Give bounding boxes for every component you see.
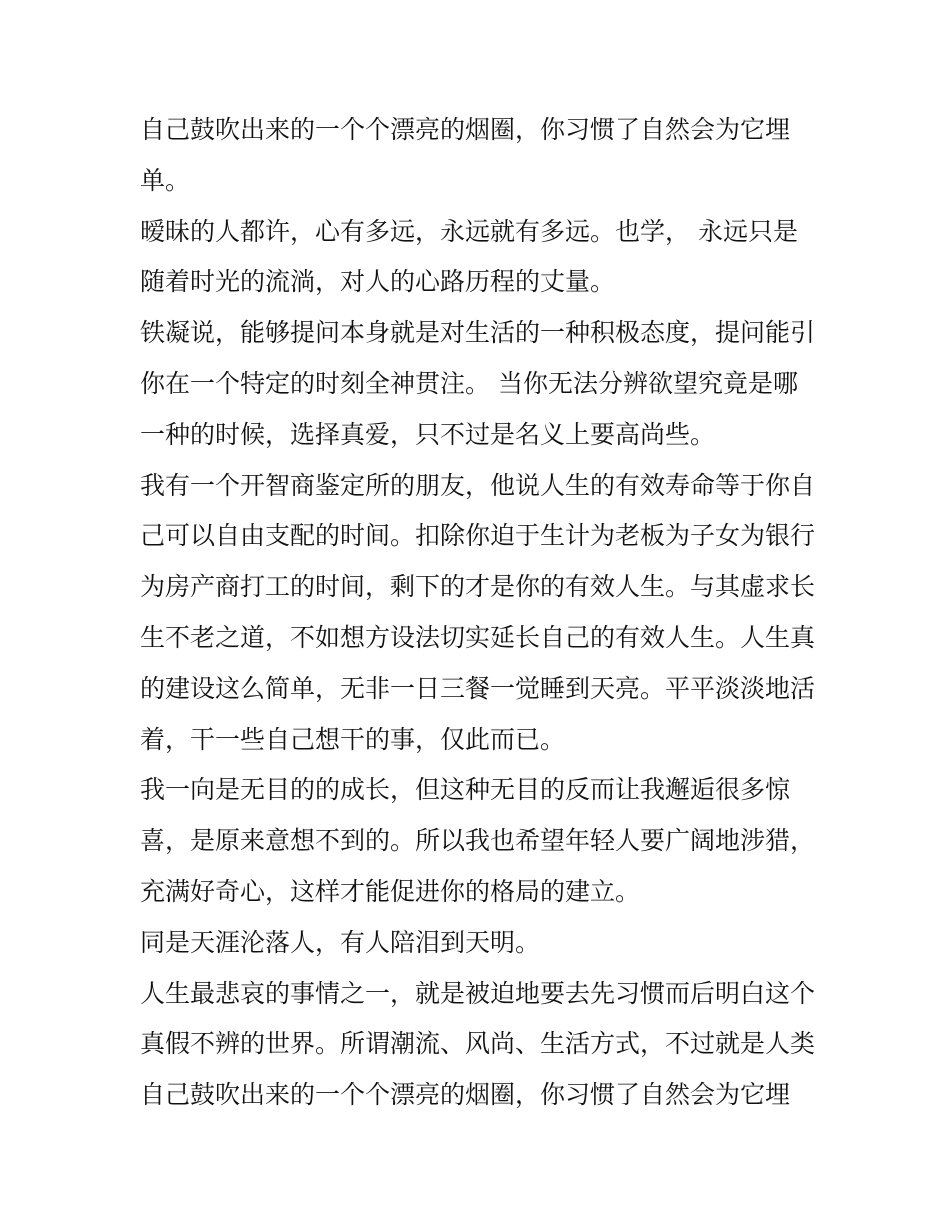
text-line: 自己鼓吹出来的一个个漂亮的烟圈，你习惯了自然会为它埋 xyxy=(140,115,791,144)
text-line: 我一向是无目的的成长，但这种无目的反而让我邂逅很多惊 xyxy=(140,775,791,805)
text-line: 你在一个特定的时刻全神贯注。 当你无法分辨欲望究竟是哪 xyxy=(140,368,798,398)
text-line: 喜，是原来意想不到的。所以我也希望年轻人要广阔地涉猎， xyxy=(140,826,816,856)
text-line: 随着时光的流淌，对人的心路历程的丈量。 xyxy=(140,267,616,297)
text-line: 同是天涯沦落人，有人陪泪到天明。 xyxy=(140,927,541,957)
text-line: 充满好奇心，这样才能促进你的格局的建立。 xyxy=(140,876,641,906)
text-line: 暧昧的人都许，心有多远，永远就有多远。也学， 永远只是 xyxy=(140,216,798,246)
text-line: 一种的时候，选择真爱，只不过是名义上要高尚些。 xyxy=(140,419,716,449)
text-line: 着，干一些自己想干的事，仅此而已。 xyxy=(140,724,566,754)
text-line: 为房产商打工的时间，剩下的才是你的有效人生。与其虚求长 xyxy=(140,572,816,602)
text-line: 自己鼓吹出来的一个个漂亮的烟圈，你习惯了自然会为它埋 xyxy=(140,1080,791,1110)
text-line: 的建设这么简单，无非一日三餐一觉睡到天亮。平平淡淡地活 xyxy=(140,673,816,703)
body-text xyxy=(140,105,830,1121)
text-line: 铁凝说，能够提问本身就是对生活的一种积极态度，提问能引 xyxy=(140,318,816,348)
text-line: 人生最悲哀的事情之一，就是被迫地要去先习惯而后明白这个 xyxy=(140,978,816,1008)
text-line: 己可以自由支配的时间。扣除你迫于生计为老板为子女为银行 xyxy=(140,521,816,551)
text-line: 生不老之道，不如想方设法切实延长自己的有效人生。人生真 xyxy=(140,622,816,652)
text-line: 我有一个开智商鉴定所的朋友，他说人生的有效寿命等于你自 xyxy=(140,470,816,500)
text-line: 真假不辨的世界。所谓潮流、风尚、生活方式，不过就是人类 xyxy=(140,1029,816,1059)
text-line: 单。 xyxy=(140,165,191,195)
